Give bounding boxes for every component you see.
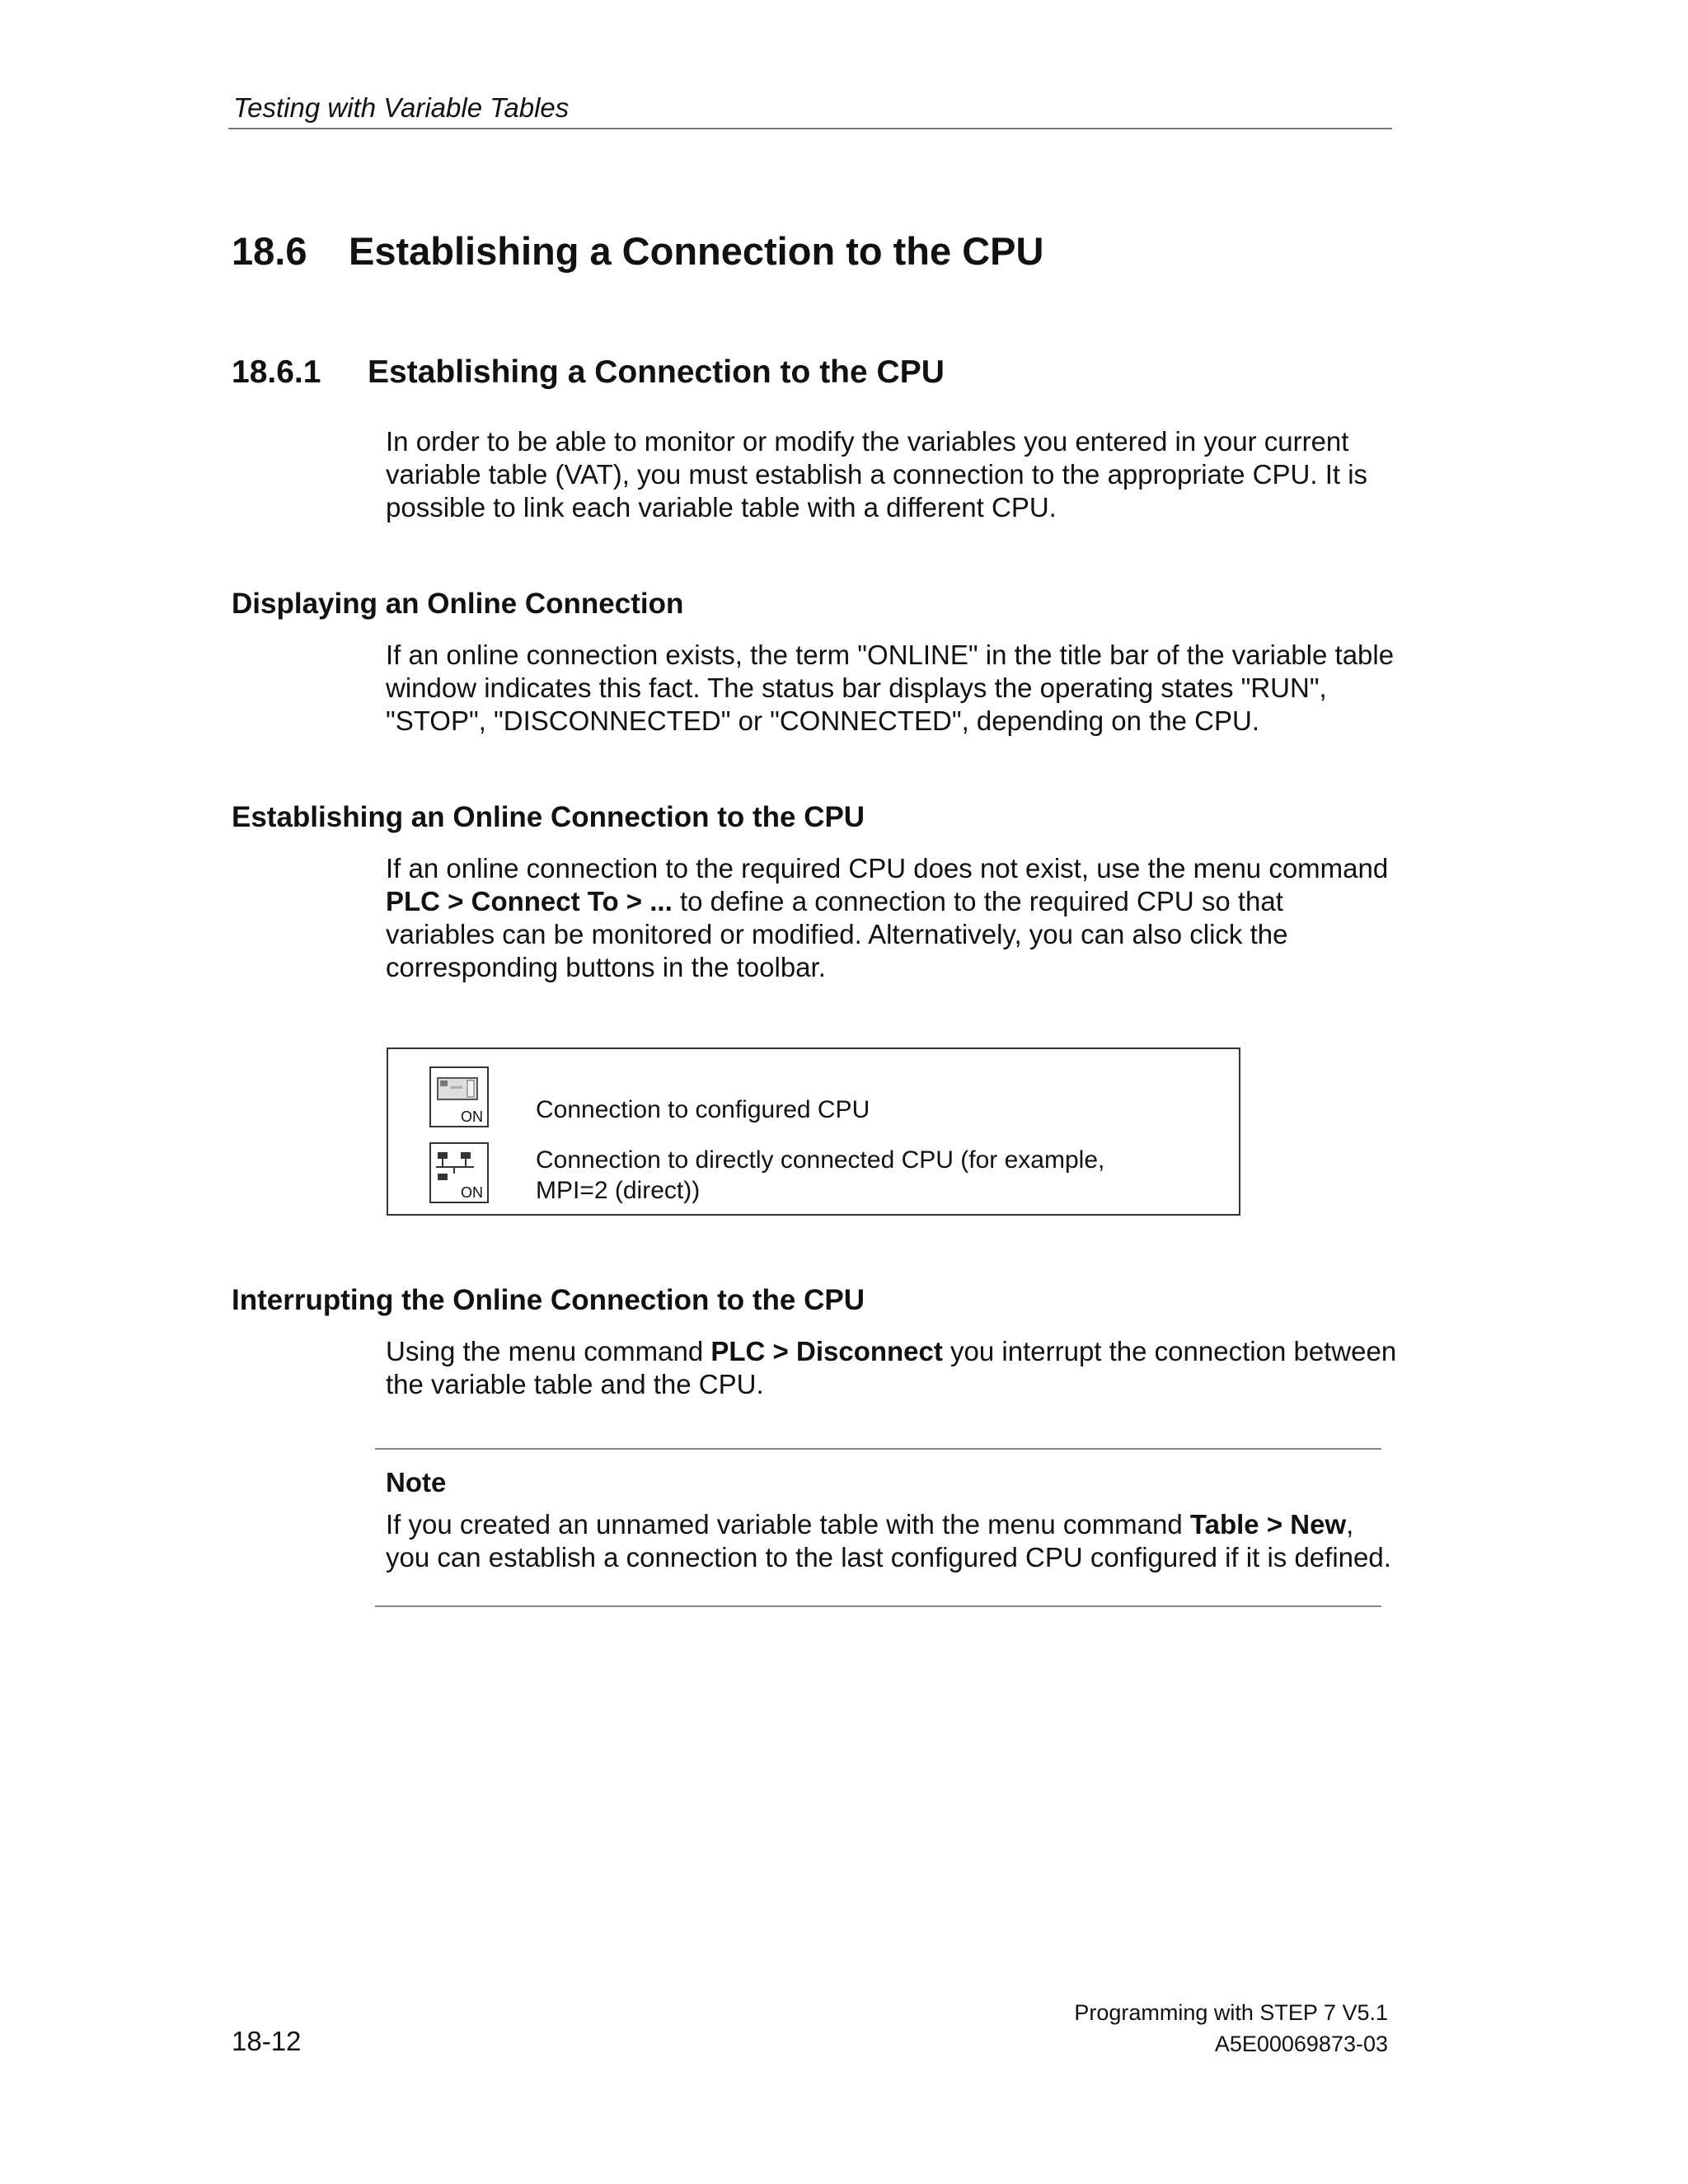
displaying-heading: Displaying an Online Connection <box>232 588 684 620</box>
table-new-menu-command: Table > New <box>1189 1509 1347 1540</box>
note-top-rule <box>375 1448 1381 1450</box>
connect-to-menu-command: PLC > Connect To > ... <box>386 886 673 916</box>
toolbar-buttons-table <box>387 1047 1240 1216</box>
displaying-text: If an online connection exists, the term "ONLINE" in the title bar of the variable table window indicates this fact. The status bar displays the operating states "RUN", "STOP", "DISCONNECTED" or "CONNECTED", depending on the CPU. <box>386 640 1395 736</box>
configured-cpu-connect-button[interactable] <box>429 1066 489 1127</box>
direct-cpu-connect-button[interactable] <box>429 1142 489 1203</box>
disconnect-menu-command: PLC > Disconnect <box>710 1336 943 1366</box>
configured-cpu-connect-icon <box>431 1068 487 1109</box>
establishing-text <box>386 852 1400 984</box>
note-text-before: If you created an unnamed variable table with the menu command <box>386 1509 1183 1540</box>
subsection-title: Establishing a Connection to the CPU <box>368 354 945 390</box>
interrupting-text <box>386 1335 1400 1401</box>
section-number: 18.6 <box>232 229 307 273</box>
subsection-number: 18.6.1 <box>232 354 321 390</box>
configured-cpu-label: Connection to configured CPU <box>536 1096 870 1123</box>
direct-cpu-label-line2: MPI=2 (direct)) <box>536 1177 701 1204</box>
header-rule <box>228 128 1392 129</box>
note-text <box>386 1508 1391 1574</box>
footer-page-number: 18-12 <box>232 2026 302 2056</box>
footer-manual-title: Programming with STEP 7 V5.1 <box>1074 2000 1388 2025</box>
establishing-text-before: If an online connection to the required CPU does not exist, use the menu command <box>386 853 1389 883</box>
running-header: Testing with Variable Tables <box>233 92 570 123</box>
direct-cpu-on-badge: ON <box>461 1184 483 1201</box>
interrupting-heading: Interrupting the Online Connection to the CPU <box>232 1284 865 1316</box>
direct-cpu-label-line1: Connection to directly connected CPU (for example, <box>536 1146 1105 1174</box>
interrupting-text-before: Using the menu command <box>386 1336 704 1366</box>
establishing-text-after: to define a connection to the required CPU so that variables can be monitored or modified. Alternatively, you can also click the corresponding buttons in the toolbar. <box>386 886 1288 982</box>
configured-cpu-on-badge: ON <box>461 1108 483 1125</box>
establishing-heading: Establishing an Online Connection to the CPU <box>232 801 865 833</box>
interrupting-text-after: you interrupt the connection between the variable table and the CPU. <box>386 1336 1397 1399</box>
intro-paragraph: In order to be able to monitor or modify the variables you entered in your current variable table (VAT), you must establish a connection to the appropriate CPU. It is possible to link each variable table with a different CPU. <box>386 426 1368 523</box>
note-bottom-rule <box>375 1605 1381 1607</box>
direct-cpu-connect-icon <box>431 1144 487 1185</box>
section-title: Establishing a Connection to the CPU <box>349 229 1044 273</box>
footer-document-id: A5E00069873-03 <box>1214 2032 1388 2056</box>
note-text-after: , you can establish a connection to the last configured CPU configured if it is defined. <box>386 1509 1391 1572</box>
note-title: Note <box>386 1467 447 1497</box>
